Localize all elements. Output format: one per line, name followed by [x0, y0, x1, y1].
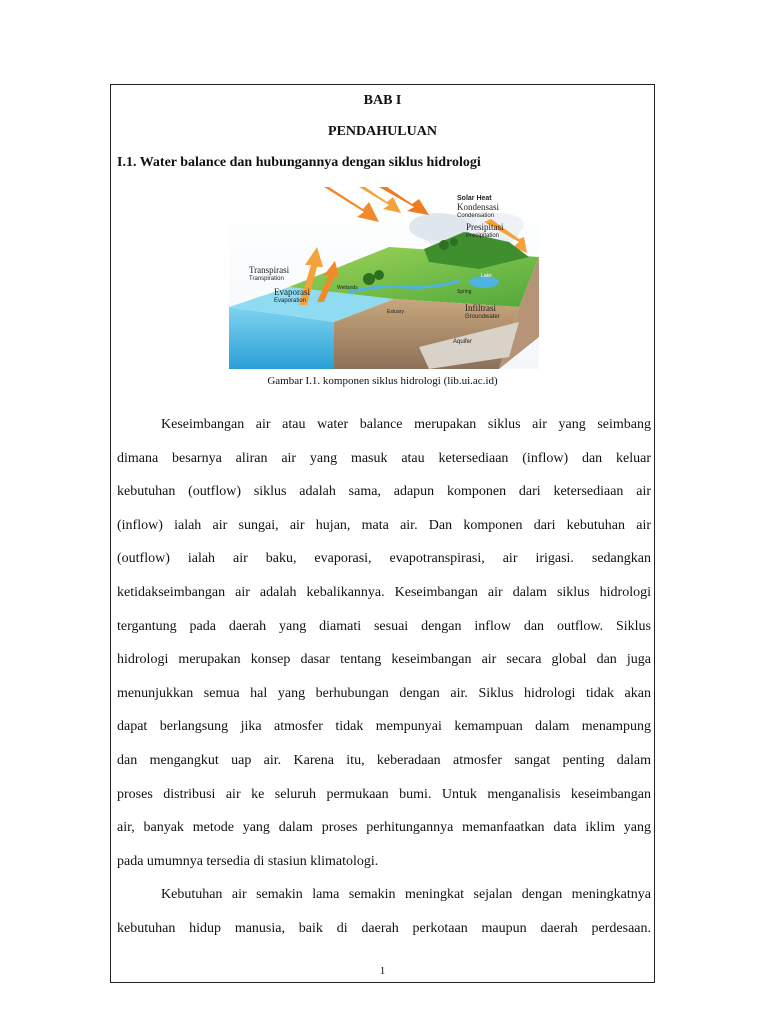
- hydrologic-cycle-figure: [229, 187, 539, 369]
- page-number: 1: [379, 965, 386, 977]
- body-text: [117, 408, 651, 946]
- label-kondensasi: Kondensasi: [457, 202, 499, 212]
- label-precipitation: Precipitation: [466, 233, 500, 239]
- section-heading: I.1. Water balance dan hubungannya dengan siklus hidrologi: [117, 155, 481, 170]
- label-spring: Spring: [457, 289, 472, 295]
- label-infiltrasi: Infiltrasi: [465, 303, 496, 313]
- page-frame: [110, 84, 655, 983]
- label-lake: Lake: [481, 273, 492, 279]
- label-aquifer: Aquifer: [453, 339, 473, 345]
- label-solar-heat: Solar Heat: [457, 195, 492, 202]
- paragraph-line: dapat berlangsung jika atmosfer tidak mempunyai kemampuan dalam menampung: [117, 719, 651, 735]
- label-estuary: Estuary: [387, 309, 404, 315]
- label-evaporasi: Evaporasi: [274, 287, 310, 297]
- figure-caption: Gambar I.1. komponen siklus hidrologi (lib.ui.ac.id): [267, 375, 498, 387]
- label-presipitasi: Presipitasi: [466, 222, 504, 232]
- chapter-title: PENDAHULUAN: [328, 124, 437, 139]
- chapter-number: BAB I: [363, 93, 402, 108]
- paragraph-line: pada umumnya tersedia di stasiun klimatologi.: [117, 853, 379, 869]
- paragraph-line: proses distribusi air ke seluruh permukaan bumi. Untuk menganalisis keseimbangan: [117, 786, 651, 802]
- label-transpiration: Transpiration: [249, 276, 284, 282]
- paragraph-line: kebutuhan hidup manusia, baik di daerah perkotaan maupun daerah perdesaan.: [117, 920, 651, 936]
- paragraph-line: (inflow) ialah air sungai, air hujan, mata air. Dan komponen dari kebutuhan air: [117, 517, 651, 533]
- label-transpirasi: Transpirasi: [249, 265, 290, 275]
- paragraph-line: hidrologi merupakan konsep dasar tentang keseimbangan air secara global dan juga: [117, 652, 651, 668]
- paragraph-line: dimana besarnya aliran air yang masuk atau ketersediaan (inflow) dan keluar: [117, 450, 651, 466]
- label-condensation: Condensation: [457, 213, 495, 219]
- label-evaporation: Evaporation: [274, 298, 307, 304]
- label-wetlands: Wetlands: [337, 285, 358, 291]
- paragraph-line: dan mengangkut uap air. Karena itu, keberadaan atmosfer sangat penting dalam: [117, 752, 651, 768]
- paragraph-line: tergantung pada daerah yang diamati sesuai dengan inflow dan outflow. Siklus: [117, 618, 651, 634]
- paragraph: [117, 408, 651, 878]
- paragraph-line: air, banyak metode yang dalam proses perhitungannya memanfaatkan data iklim yang: [117, 820, 651, 836]
- paragraph-line: Kebutuhan air semakin lama semakin meningkat sejalan dengan meningkatnya: [161, 887, 651, 903]
- paragraph-line: menunjukkan semua hal yang berhubungan dengan air. Siklus hidrologi tidak akan: [117, 685, 651, 701]
- paragraph-line: Keseimbangan air atau water balance merupakan siklus air yang seimbang: [161, 417, 651, 432]
- paragraph-line: (outflow) ialah air baku, evaporasi, evapotranspirasi, air irigasi. sedangkan: [117, 551, 651, 567]
- paragraph-line: kebutuhan (outflow) siklus adalah sama, adapun komponen dari ketersediaan air: [117, 484, 651, 500]
- paragraph: [117, 878, 651, 945]
- label-groundwater: Groundwater: [465, 314, 500, 320]
- paragraph-line: ketidakseimbangan air adalah kebalikannya. Keseimbangan air dalam siklus hidrologi: [117, 584, 651, 600]
